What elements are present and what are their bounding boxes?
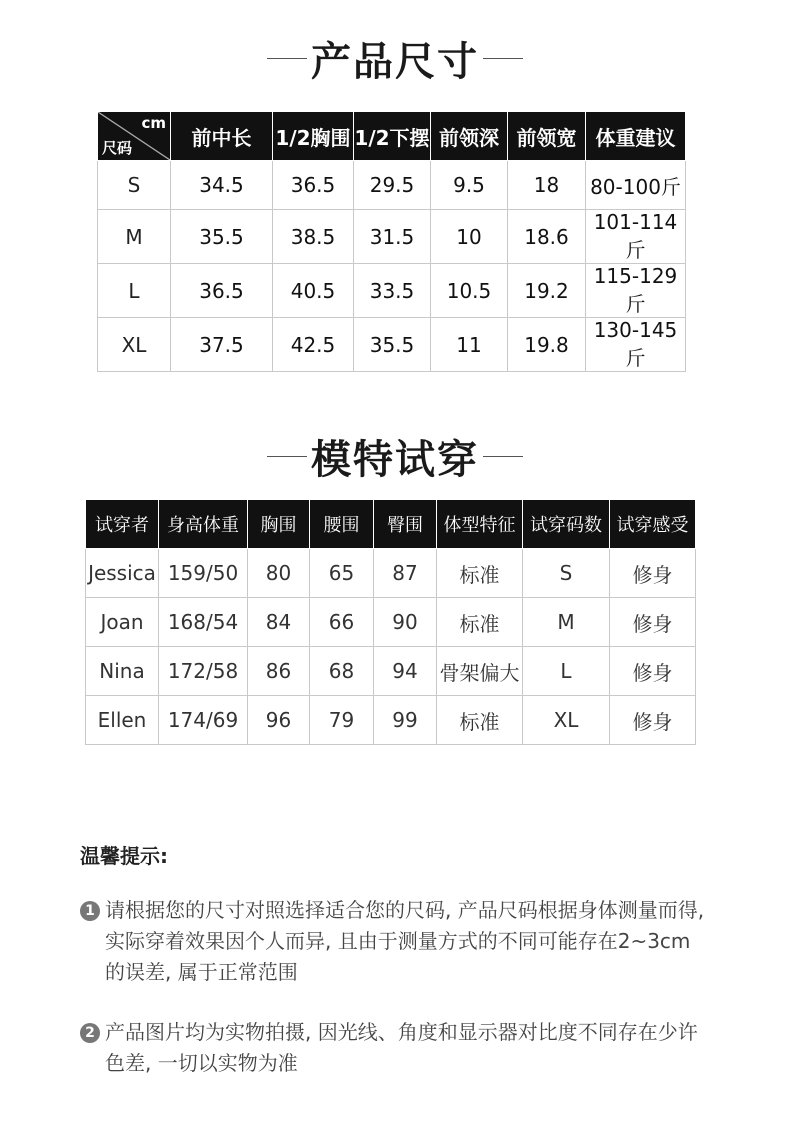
header-cell: 身高体重 <box>159 500 248 549</box>
value-cell: 19.2 <box>508 264 586 318</box>
model-name-cell: Joan <box>86 598 159 647</box>
value-cell: 29.5 <box>354 161 431 210</box>
value-cell: 标准 <box>437 696 523 745</box>
table-row <box>86 598 696 647</box>
header-cell: 试穿者 <box>86 500 159 549</box>
header-cell: 1/2胸围 <box>273 112 354 161</box>
value-cell: 42.5 <box>273 318 354 372</box>
value-cell: 修身 <box>610 696 696 745</box>
value-cell: 骨架偏大 <box>437 647 523 696</box>
tip-text: 产品图片均为实物拍摄, 因光线、角度和显示器对比度不同存在少许色差, 一切以实物为准 <box>105 1020 698 1075</box>
value-cell: 36.5 <box>273 161 354 210</box>
header-cell: 体重建议 <box>586 112 686 161</box>
table-row <box>98 161 686 210</box>
unit-label: cm <box>141 114 166 132</box>
size-section-title <box>0 30 790 87</box>
value-cell: 35.5 <box>354 318 431 372</box>
value-cell: 99 <box>374 696 437 745</box>
table-row <box>98 264 686 318</box>
header-cell: 臀围 <box>374 500 437 549</box>
title-line-left <box>267 58 307 59</box>
value-cell: 68 <box>310 647 374 696</box>
header-cell: 1/2下摆 <box>354 112 431 161</box>
value-cell: 33.5 <box>354 264 431 318</box>
corner-cell <box>98 112 171 161</box>
header-cell: 前中长 <box>171 112 273 161</box>
model-name-cell: Ellen <box>86 696 159 745</box>
value-cell: 66 <box>310 598 374 647</box>
size-label: 尺码 <box>102 139 133 157</box>
value-cell: 159/50 <box>159 549 248 598</box>
table-row <box>98 210 686 264</box>
tip-item <box>80 1017 710 1079</box>
value-cell: 35.5 <box>171 210 273 264</box>
value-cell: 37.5 <box>171 318 273 372</box>
header-cell: 前领深 <box>431 112 508 161</box>
table-row <box>86 696 696 745</box>
value-cell: 修身 <box>610 549 696 598</box>
value-cell: 115-129斤 <box>586 264 686 318</box>
value-cell: 36.5 <box>171 264 273 318</box>
value-cell: 79 <box>310 696 374 745</box>
model-name-cell: Jessica <box>86 549 159 598</box>
value-cell: 172/58 <box>159 647 248 696</box>
size-cell: S <box>98 161 171 210</box>
size-table-header <box>98 112 686 161</box>
title-line-right <box>483 58 523 59</box>
title-line-right <box>483 456 523 457</box>
size-cell: XL <box>98 318 171 372</box>
tip-text: 请根据您的尺寸对照选择适合您的尺码, 产品尺码根据身体测量而得, 实际穿着效果因个人而异, 且由于测量方式的不同可能存在2~3cm的误差, 属于正常范围 <box>105 898 705 984</box>
table-row <box>98 318 686 372</box>
value-cell: 31.5 <box>354 210 431 264</box>
value-cell: 90 <box>374 598 437 647</box>
value-cell: 65 <box>310 549 374 598</box>
model-name-cell: Nina <box>86 647 159 696</box>
model-table-header <box>86 500 696 549</box>
title-line-left <box>267 456 307 457</box>
value-cell: 87 <box>374 549 437 598</box>
table-row <box>86 647 696 696</box>
model-title-text: 模特试穿 <box>311 437 479 483</box>
value-cell: 80-100斤 <box>586 161 686 210</box>
value-cell: 标准 <box>437 598 523 647</box>
table-row <box>86 549 696 598</box>
value-cell: 96 <box>248 696 310 745</box>
size-title-text: 产品尺寸 <box>311 39 479 85</box>
value-cell: M <box>523 598 610 647</box>
header-cell: 体型特征 <box>437 500 523 549</box>
value-cell: 9.5 <box>431 161 508 210</box>
header-cell: 腰围 <box>310 500 374 549</box>
value-cell: 174/69 <box>159 696 248 745</box>
value-cell: 10 <box>431 210 508 264</box>
value-cell: 18.6 <box>508 210 586 264</box>
tips-title: 温馨提示: <box>80 844 168 868</box>
value-cell: 修身 <box>610 647 696 696</box>
value-cell: 10.5 <box>431 264 508 318</box>
size-cell: L <box>98 264 171 318</box>
value-cell: 38.5 <box>273 210 354 264</box>
value-cell: 11 <box>431 318 508 372</box>
value-cell: 34.5 <box>171 161 273 210</box>
model-section-title <box>0 428 790 485</box>
size-table <box>97 111 686 372</box>
value-cell: 168/54 <box>159 598 248 647</box>
value-cell: S <box>523 549 610 598</box>
size-cell: M <box>98 210 171 264</box>
number-badge-icon: 1 <box>80 901 100 921</box>
value-cell: 标准 <box>437 549 523 598</box>
header-cell: 试穿码数 <box>523 500 610 549</box>
value-cell: 18 <box>508 161 586 210</box>
number-badge-icon: 2 <box>80 1023 100 1043</box>
value-cell: XL <box>523 696 610 745</box>
value-cell: 84 <box>248 598 310 647</box>
value-cell: 80 <box>248 549 310 598</box>
value-cell: 86 <box>248 647 310 696</box>
value-cell: 130-145斤 <box>586 318 686 372</box>
value-cell: 19.8 <box>508 318 586 372</box>
value-cell: L <box>523 647 610 696</box>
value-cell: 40.5 <box>273 264 354 318</box>
tip-item <box>80 895 710 988</box>
value-cell: 101-114斤 <box>586 210 686 264</box>
value-cell: 修身 <box>610 598 696 647</box>
header-cell: 胸围 <box>248 500 310 549</box>
header-cell: 前领宽 <box>508 112 586 161</box>
model-table <box>85 499 696 745</box>
value-cell: 94 <box>374 647 437 696</box>
header-cell: 试穿感受 <box>610 500 696 549</box>
